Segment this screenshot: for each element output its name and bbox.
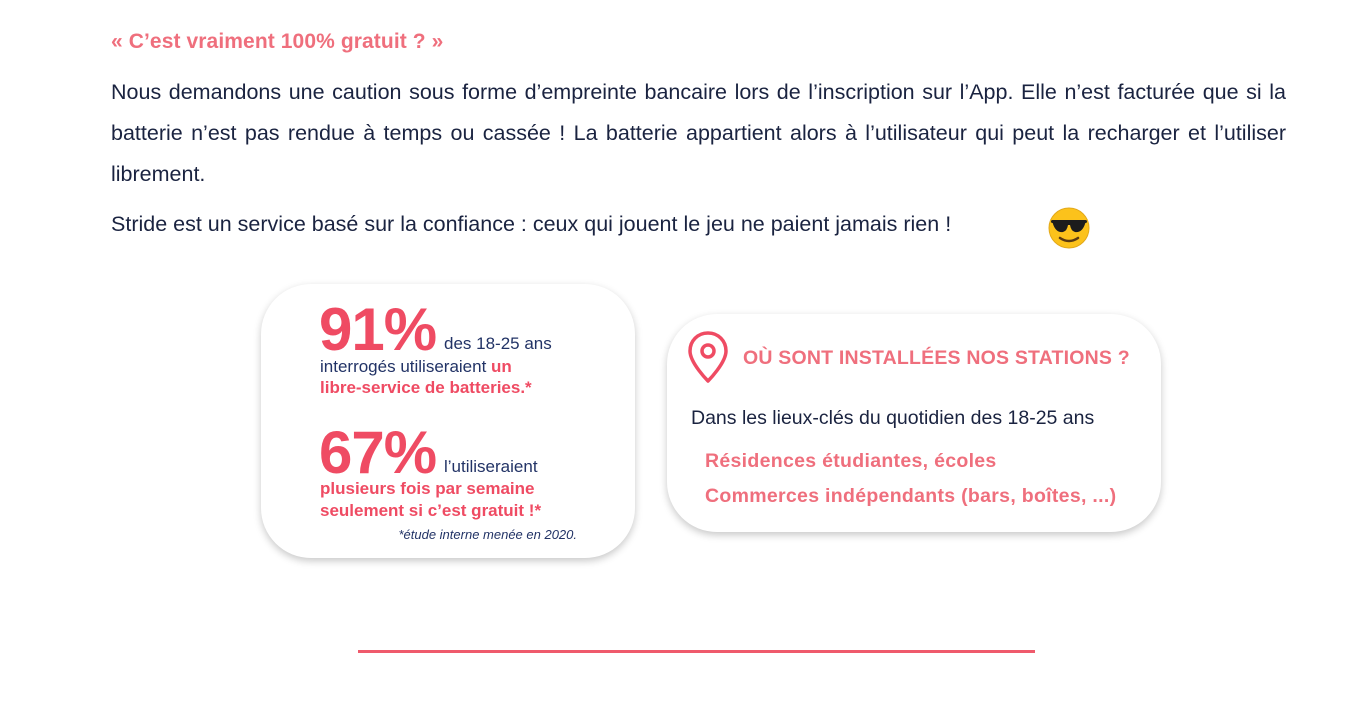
sunglasses-emoji-icon xyxy=(1047,206,1091,250)
stations-list-item: Commerces indépendants (bars, boîtes, ...) xyxy=(705,485,1117,507)
stations-title: OÙ SONT INSTALLÉES NOS STATIONS ? xyxy=(743,347,1130,369)
stat2-caption: l’utiliseraient xyxy=(444,457,538,476)
faq-question: « C’est vraiment 100% gratuit ? » xyxy=(111,30,444,53)
stations-subtitle: Dans les lieux-clés du quotidien des 18-25 ans xyxy=(691,407,1095,429)
stats-card xyxy=(261,284,635,558)
stat1-line1-plain: interrogés utiliseraient xyxy=(320,357,492,376)
stat-91-percent: 91% xyxy=(319,296,437,363)
study-footnote: *étude interne menée en 2020. xyxy=(398,527,577,542)
faq-answer-paragraph: Nous demandons une caution sous forme d’empreinte bancaire lors de l’inscription sur l’App. Elle n’est facturée que si la batterie n’est pas rendue à temps ou cassée ! La batterie appartient alors à l’utilisateur qui peut la recharger et l’utiliser librement. xyxy=(111,80,1286,186)
map-pin-icon xyxy=(687,330,729,384)
stations-card xyxy=(667,314,1161,532)
stat2-line1: plusieurs fois par semaine xyxy=(320,479,535,498)
stat2-line2: seulement si c’est gratuit !* xyxy=(320,501,542,520)
stations-list-item: Résidences étudiantes, écoles xyxy=(705,450,997,472)
stat-67-percent: 67% xyxy=(319,419,437,486)
stat1-line1-bold: un xyxy=(491,357,512,376)
stat1-line2: libre-service de batteries.* xyxy=(320,378,532,397)
stat1-caption: des 18-25 ans xyxy=(444,334,552,353)
stat1-line1 xyxy=(320,356,512,377)
faq-trust-paragraph: Stride est un service basé sur la confiance : ceux qui jouent le jeu ne paient jamais rien ! xyxy=(111,212,952,236)
section-divider xyxy=(358,650,1035,653)
